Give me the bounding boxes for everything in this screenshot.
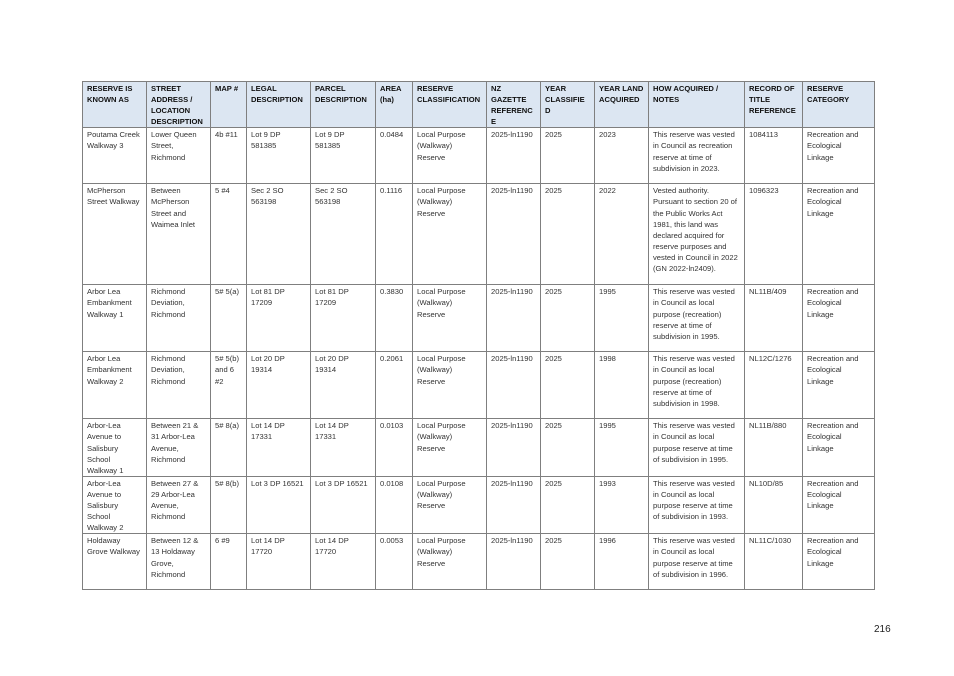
reserve-classification-cell: Local Purpose (Walkway) Reserve [413, 352, 487, 419]
header-legal-description: LEGAL DESCRIPTION [247, 82, 311, 128]
page-number: 216 [874, 624, 891, 635]
area-ha-cell: 0.0108 [376, 476, 413, 533]
title-reference-cell: NL11C/1030 [745, 534, 803, 590]
legal-description-cell: Lot 14 DP 17720 [247, 534, 311, 590]
how-acquired-notes-cell: This reserve was vested in Council as local purpose (recreation) reserve at time of subdivision in 1998. [649, 352, 745, 419]
title-reference-cell: 1084113 [745, 128, 803, 184]
street-address-cell: Between 27 & 29 Arbor-Lea Avenue, Richmond [147, 476, 211, 533]
title-reference-cell: 1096323 [745, 184, 803, 285]
how-acquired-notes-cell: Vested authority. Pursuant to section 20 of the Public Works Act 1981, this land was declared acquired for reserve purposes and vested in Council in 2022 (GN 2022-ln2409). [649, 184, 745, 285]
header-known-as: RESERVE IS KNOWN AS [83, 82, 147, 128]
how-acquired-notes-cell: This reserve was vested in Council as recreation reserve at time of subdivision in 2023. [649, 128, 745, 184]
map-ref-cell: 5# 8(a) [211, 419, 247, 476]
table-row [83, 534, 875, 590]
gazette-reference-cell: 2025-ln1190 [487, 184, 541, 285]
header-street-address: STREET ADDRESS / LOCATION DESCRIPTION [147, 82, 211, 128]
header-reserve-category: RESERVE CATEGORY [803, 82, 875, 128]
year-acquired-cell: 2022 [595, 184, 649, 285]
reserve-category-cell: Recreation and Ecological Linkage [803, 476, 875, 533]
map-ref-cell: 5# 8(b) [211, 476, 247, 533]
gazette-reference-cell: 2025-ln1190 [487, 128, 541, 184]
header-title-reference: RECORD OF TITLE REFERENCE [745, 82, 803, 128]
year-classified-cell: 2025 [541, 534, 595, 590]
table-row [83, 352, 875, 419]
title-reference-cell: NL10D/85 [745, 476, 803, 533]
reserve-classification-cell: Local Purpose (Walkway) Reserve [413, 128, 487, 184]
street-address-cell: Lower Queen Street, Richmond [147, 128, 211, 184]
street-address-cell: Richmond Deviation, Richmond [147, 352, 211, 419]
area-ha-cell: 0.2061 [376, 352, 413, 419]
year-acquired-cell: 1995 [595, 419, 649, 476]
street-address-cell: Between McPherson Street and Waimea Inlet [147, 184, 211, 285]
table-body [83, 128, 875, 590]
map-ref-cell: 5# 5(b) and 6 #2 [211, 352, 247, 419]
legal-description-cell: Lot 81 DP 17209 [247, 285, 311, 352]
table-row [83, 128, 875, 184]
header-row [83, 82, 875, 128]
gazette-reference-cell: 2025-ln1190 [487, 476, 541, 533]
area-ha-cell: 0.0484 [376, 128, 413, 184]
reserve-name-cell: Poutama Creek Walkway 3 [83, 128, 147, 184]
header-parcel-description: PARCEL DESCRIPTION [311, 82, 376, 128]
reserve-category-cell: Recreation and Ecological Linkage [803, 128, 875, 184]
parcel-description-cell: Lot 3 DP 16521 [311, 476, 376, 533]
parcel-description-cell: Sec 2 SO 563198 [311, 184, 376, 285]
year-acquired-cell: 1993 [595, 476, 649, 533]
map-ref-cell: 5# 5(a) [211, 285, 247, 352]
how-acquired-notes-cell: This reserve was vested in Council as local purpose reserve at time of subdivision in 1996. [649, 534, 745, 590]
reserve-category-cell: Recreation and Ecological Linkage [803, 184, 875, 285]
reserve-name-cell: Arbor-Lea Avenue to Salisbury School Walkway 1 [83, 419, 147, 476]
reserve-name-cell: Arbor Lea Embankment Walkway 2 [83, 352, 147, 419]
map-ref-cell: 6 #9 [211, 534, 247, 590]
reserve-category-cell: Recreation and Ecological Linkage [803, 352, 875, 419]
parcel-description-cell: Lot 14 DP 17720 [311, 534, 376, 590]
year-acquired-cell: 1995 [595, 285, 649, 352]
header-year-classified: YEAR CLASSIFIED [541, 82, 595, 128]
reserve-name-cell: Holdaway Grove Walkway [83, 534, 147, 590]
area-ha-cell: 0.1116 [376, 184, 413, 285]
how-acquired-notes-cell: This reserve was vested in Council as local purpose reserve at time of subdivision in 1993. [649, 476, 745, 533]
area-ha-cell: 0.0103 [376, 419, 413, 476]
header-gazette-reference: NZ GAZETTE REFERENCE [487, 82, 541, 128]
reserve-classification-cell: Local Purpose (Walkway) Reserve [413, 476, 487, 533]
area-ha-cell: 0.3830 [376, 285, 413, 352]
year-classified-cell: 2025 [541, 476, 595, 533]
street-address-cell: Between 21 & 31 Arbor-Lea Avenue, Richmond [147, 419, 211, 476]
header-reserve-classification: RESERVE CLASSIFICATION [413, 82, 487, 128]
year-classified-cell: 2025 [541, 419, 595, 476]
how-acquired-notes-cell: This reserve was vested in Council as local purpose (recreation) reserve at time of subdivision in 1995. [649, 285, 745, 352]
map-ref-cell: 5 #4 [211, 184, 247, 285]
reserve-classification-cell: Local Purpose (Walkway) Reserve [413, 534, 487, 590]
reserves-table [82, 81, 875, 590]
parcel-description-cell: Lot 20 DP 19314 [311, 352, 376, 419]
header-year-acquired: YEAR LAND ACQUIRED [595, 82, 649, 128]
year-acquired-cell: 2023 [595, 128, 649, 184]
gazette-reference-cell: 2025-ln1190 [487, 285, 541, 352]
reserve-classification-cell: Local Purpose (Walkway) Reserve [413, 419, 487, 476]
table-row [83, 285, 875, 352]
street-address-cell: Richmond Deviation, Richmond [147, 285, 211, 352]
gazette-reference-cell: 2025-ln1190 [487, 534, 541, 590]
map-ref-cell: 4b #11 [211, 128, 247, 184]
year-acquired-cell: 1996 [595, 534, 649, 590]
reserve-category-cell: Recreation and Ecological Linkage [803, 285, 875, 352]
reserve-category-cell: Recreation and Ecological Linkage [803, 534, 875, 590]
table-row [83, 476, 875, 533]
title-reference-cell: NL12C/1276 [745, 352, 803, 419]
reserve-name-cell: Arbor Lea Embankment Walkway 1 [83, 285, 147, 352]
gazette-reference-cell: 2025-ln1190 [487, 352, 541, 419]
header-area: AREA (ha) [376, 82, 413, 128]
legal-description-cell: Lot 9 DP 581385 [247, 128, 311, 184]
year-classified-cell: 2025 [541, 352, 595, 419]
table-row [83, 419, 875, 476]
reserve-classification-cell: Local Purpose (Walkway) Reserve [413, 285, 487, 352]
legal-description-cell: Lot 20 DP 19314 [247, 352, 311, 419]
street-address-cell: Between 12 & 13 Holdaway Grove, Richmond [147, 534, 211, 590]
reserve-category-cell: Recreation and Ecological Linkage [803, 419, 875, 476]
reserve-name-cell: Arbor-Lea Avenue to Salisbury School Walkway 2 [83, 476, 147, 533]
legal-description-cell: Lot 3 DP 16521 [247, 476, 311, 533]
year-classified-cell: 2025 [541, 128, 595, 184]
parcel-description-cell: Lot 14 DP 17331 [311, 419, 376, 476]
year-classified-cell: 2025 [541, 184, 595, 285]
legal-description-cell: Lot 14 DP 17331 [247, 419, 311, 476]
how-acquired-notes-cell: This reserve was vested in Council as local purpose reserve at time of subdivision in 1995. [649, 419, 745, 476]
header-map: MAP # [211, 82, 247, 128]
reserve-classification-cell: Local Purpose (Walkway) Reserve [413, 184, 487, 285]
year-acquired-cell: 1998 [595, 352, 649, 419]
title-reference-cell: NL11B/880 [745, 419, 803, 476]
parcel-description-cell: Lot 9 DP 581385 [311, 128, 376, 184]
parcel-description-cell: Lot 81 DP 17209 [311, 285, 376, 352]
gazette-reference-cell: 2025-ln1190 [487, 419, 541, 476]
area-ha-cell: 0.0053 [376, 534, 413, 590]
table-row [83, 184, 875, 285]
year-classified-cell: 2025 [541, 285, 595, 352]
title-reference-cell: NL11B/409 [745, 285, 803, 352]
legal-description-cell: Sec 2 SO 563198 [247, 184, 311, 285]
reserve-name-cell: McPherson Street Walkway [83, 184, 147, 285]
header-how-acquired: HOW ACQUIRED / NOTES [649, 82, 745, 128]
